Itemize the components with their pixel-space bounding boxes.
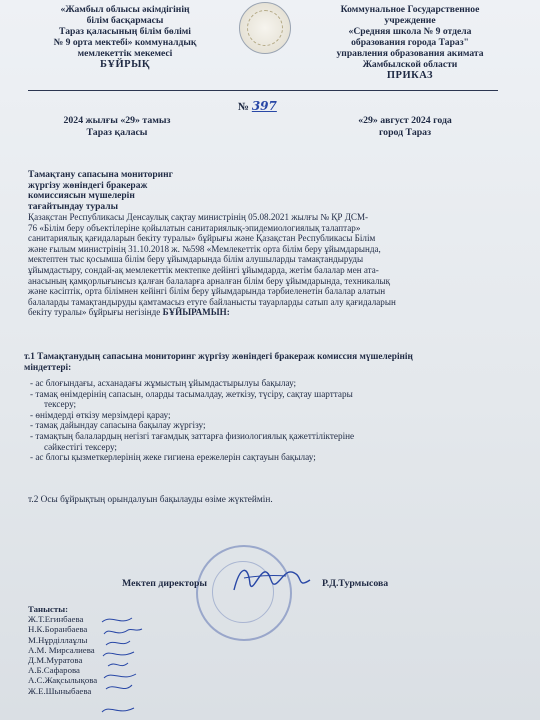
- title-line: комиссиясын мүшелерін: [28, 191, 135, 201]
- preamble-line: Қазақстан Республикасы Денсаулық сақтау министрінің 05.08.2021 жылғы № ҚР ДСМ-: [28, 212, 369, 222]
- header-russian: [310, 4, 510, 81]
- list-item: сәйкестігі тексеру;: [44, 441, 117, 452]
- director-position: Мектеп директоры: [122, 578, 208, 589]
- header-left-line: мемлекеттік мекемесі: [77, 48, 173, 59]
- preamble-last-line: [28, 307, 503, 318]
- director-signature-icon: [226, 560, 316, 600]
- list-item: тексеру;: [44, 399, 77, 410]
- list-item: - тамақ дайындау сапасына бақылау жүргізу;: [30, 420, 206, 431]
- header-right-line: «Средняя школа № 9 отдела: [348, 26, 472, 37]
- header-right-line: управления образования акимата: [336, 48, 484, 59]
- item-1-heading: [24, 352, 514, 373]
- preamble-line: және ғылым министрінің 31.10.2018 ж. №598 «Мемлекеттік орта білім беру ұйымдарында,: [28, 243, 381, 254]
- doc-type-russian: ПРИКАЗ: [386, 70, 434, 81]
- acquainted-name: М.Нұрділлаұлы: [28, 634, 88, 645]
- preamble-line: мектептен тыс қосымша білім беру ұйымдарында білім алушыларды тамақтандыруды: [28, 254, 364, 265]
- acquainted-name: А.М. Мирсалиева: [28, 644, 95, 655]
- preamble-line: санитариялық қағидаларын бекіту туралы» бұйрығы және Қазақстан Республикасы Білім: [28, 233, 376, 244]
- date-block-kazakh: [52, 115, 182, 139]
- order-number: [238, 99, 277, 113]
- state-emblem-icon: [239, 2, 291, 54]
- list-item: - өнімдерді өткізу мерзімдері қарау;: [30, 409, 171, 420]
- header-right-line: учреждение: [384, 15, 436, 26]
- staff-signatures-icon: [98, 612, 158, 720]
- acquainted-name: Ж.Т.Егинбаева: [28, 614, 84, 625]
- preamble-line: 76 «Білім беру объектілеріне қойылатын санитариялық-эпидемиологиялық талаптар»: [28, 222, 361, 233]
- title-line: жүргізу жөніндегі бракераж: [28, 180, 148, 191]
- city-kazakh: Тараз қаласы: [86, 127, 148, 138]
- doc-type-kazakh: БҰЙРЫҚ: [99, 59, 151, 70]
- item-2: т.2 Осы бұйрықтың орындалуын бақылауды өзіме жүктеймін.: [28, 495, 273, 505]
- order-number-value: 397: [251, 99, 277, 113]
- preamble: [28, 212, 503, 318]
- header-left-line: № 9 орта мектебі» коммуналдық: [53, 37, 197, 48]
- header-left-line: «Жамбыл облысы әкімдігінің: [60, 4, 190, 15]
- date-russian: «29» август 2024 года: [358, 115, 452, 126]
- header-divider: [28, 90, 498, 91]
- preamble-line: анасының қамқорлығынсыз қалған балаларға арналған білім беру ұйымдарында, техникалық: [28, 275, 391, 286]
- acquainted-list: [28, 604, 97, 696]
- list-item: - ас блогы қызметкерлерінің жеке гигиена ережелерін сақтауын бақылау;: [30, 452, 316, 463]
- date-kazakh: 2024 жылғы «29» тамыз: [63, 115, 171, 126]
- order-title: [28, 170, 228, 212]
- header-right-line: Коммунальное Государственное: [340, 4, 480, 15]
- preamble-line: бекіту туралы» бұйрығы негізінде: [28, 307, 163, 318]
- header-right-line: образования города Тараз": [351, 37, 469, 48]
- list-item: - тамақтың балалардың негізгі тағамдық заттарға физиологиялық қажеттіліктеріне: [30, 430, 355, 441]
- list-item: - ас блоғындағы, асханадағы жұмыстың ұйымдастырылуы бақылау;: [30, 378, 297, 388]
- order-number-prefix: №: [238, 101, 250, 113]
- header-kazakh: [40, 4, 210, 70]
- director-name: Р.Д.Турмысова: [322, 578, 389, 589]
- item-1-line: міндеттері:: [24, 362, 72, 373]
- preamble-line: ұйымдастыру, сондай-ақ мемлекеттік мектепке дейінгі ұйымдарда, жетім балалар мен ата-: [28, 264, 379, 275]
- acquainted-name: Ж.Е.Шыныбаева: [28, 685, 92, 696]
- duties-list: [30, 378, 510, 463]
- order-directive: БҰЙЫРАМЫН:: [162, 307, 230, 318]
- date-block-russian: [340, 115, 470, 139]
- preamble-line: және кәсіптік, орта білімнен кейінгі білім беру ұйымдарында тәрбиеленетін балалар алатын: [28, 286, 386, 297]
- acquainted-name: А.С.Жақсылықова: [28, 675, 98, 686]
- header-left-line: білім басқармасы: [86, 15, 164, 26]
- header-left-line: Тараз қаласының білім бөлімі: [59, 26, 191, 37]
- title-line: Тамақтану сапасына мониторинг: [28, 170, 173, 180]
- acquainted-name: Н.К.Боранбаева: [28, 624, 88, 635]
- preamble-line: балаларды тамақтандыруды қамтамасыз етуге байланысты тауарларды сатып алу қағидаларын: [28, 296, 396, 307]
- title-line: тағайтындау туралы: [28, 201, 118, 212]
- item-1-line: т.1 Тамақтанудың сапасына мониторинг жүргізу жөніндегі бракераж комиссия мүшелерінің: [24, 352, 413, 362]
- acquainted-heading: Танысты:: [28, 604, 69, 614]
- city-russian: город Тараз: [378, 127, 432, 138]
- acquainted-name: Д.М.Муратова: [28, 654, 83, 665]
- header-right-line: Жамбылской области: [362, 59, 458, 70]
- list-item: - тамақ өнімдерінің сапасын, оларды тасымалдау, жеткізу, түсіру, сақтау шарттары: [30, 388, 353, 399]
- acquainted-name: А.Б.Сафарова: [28, 665, 80, 676]
